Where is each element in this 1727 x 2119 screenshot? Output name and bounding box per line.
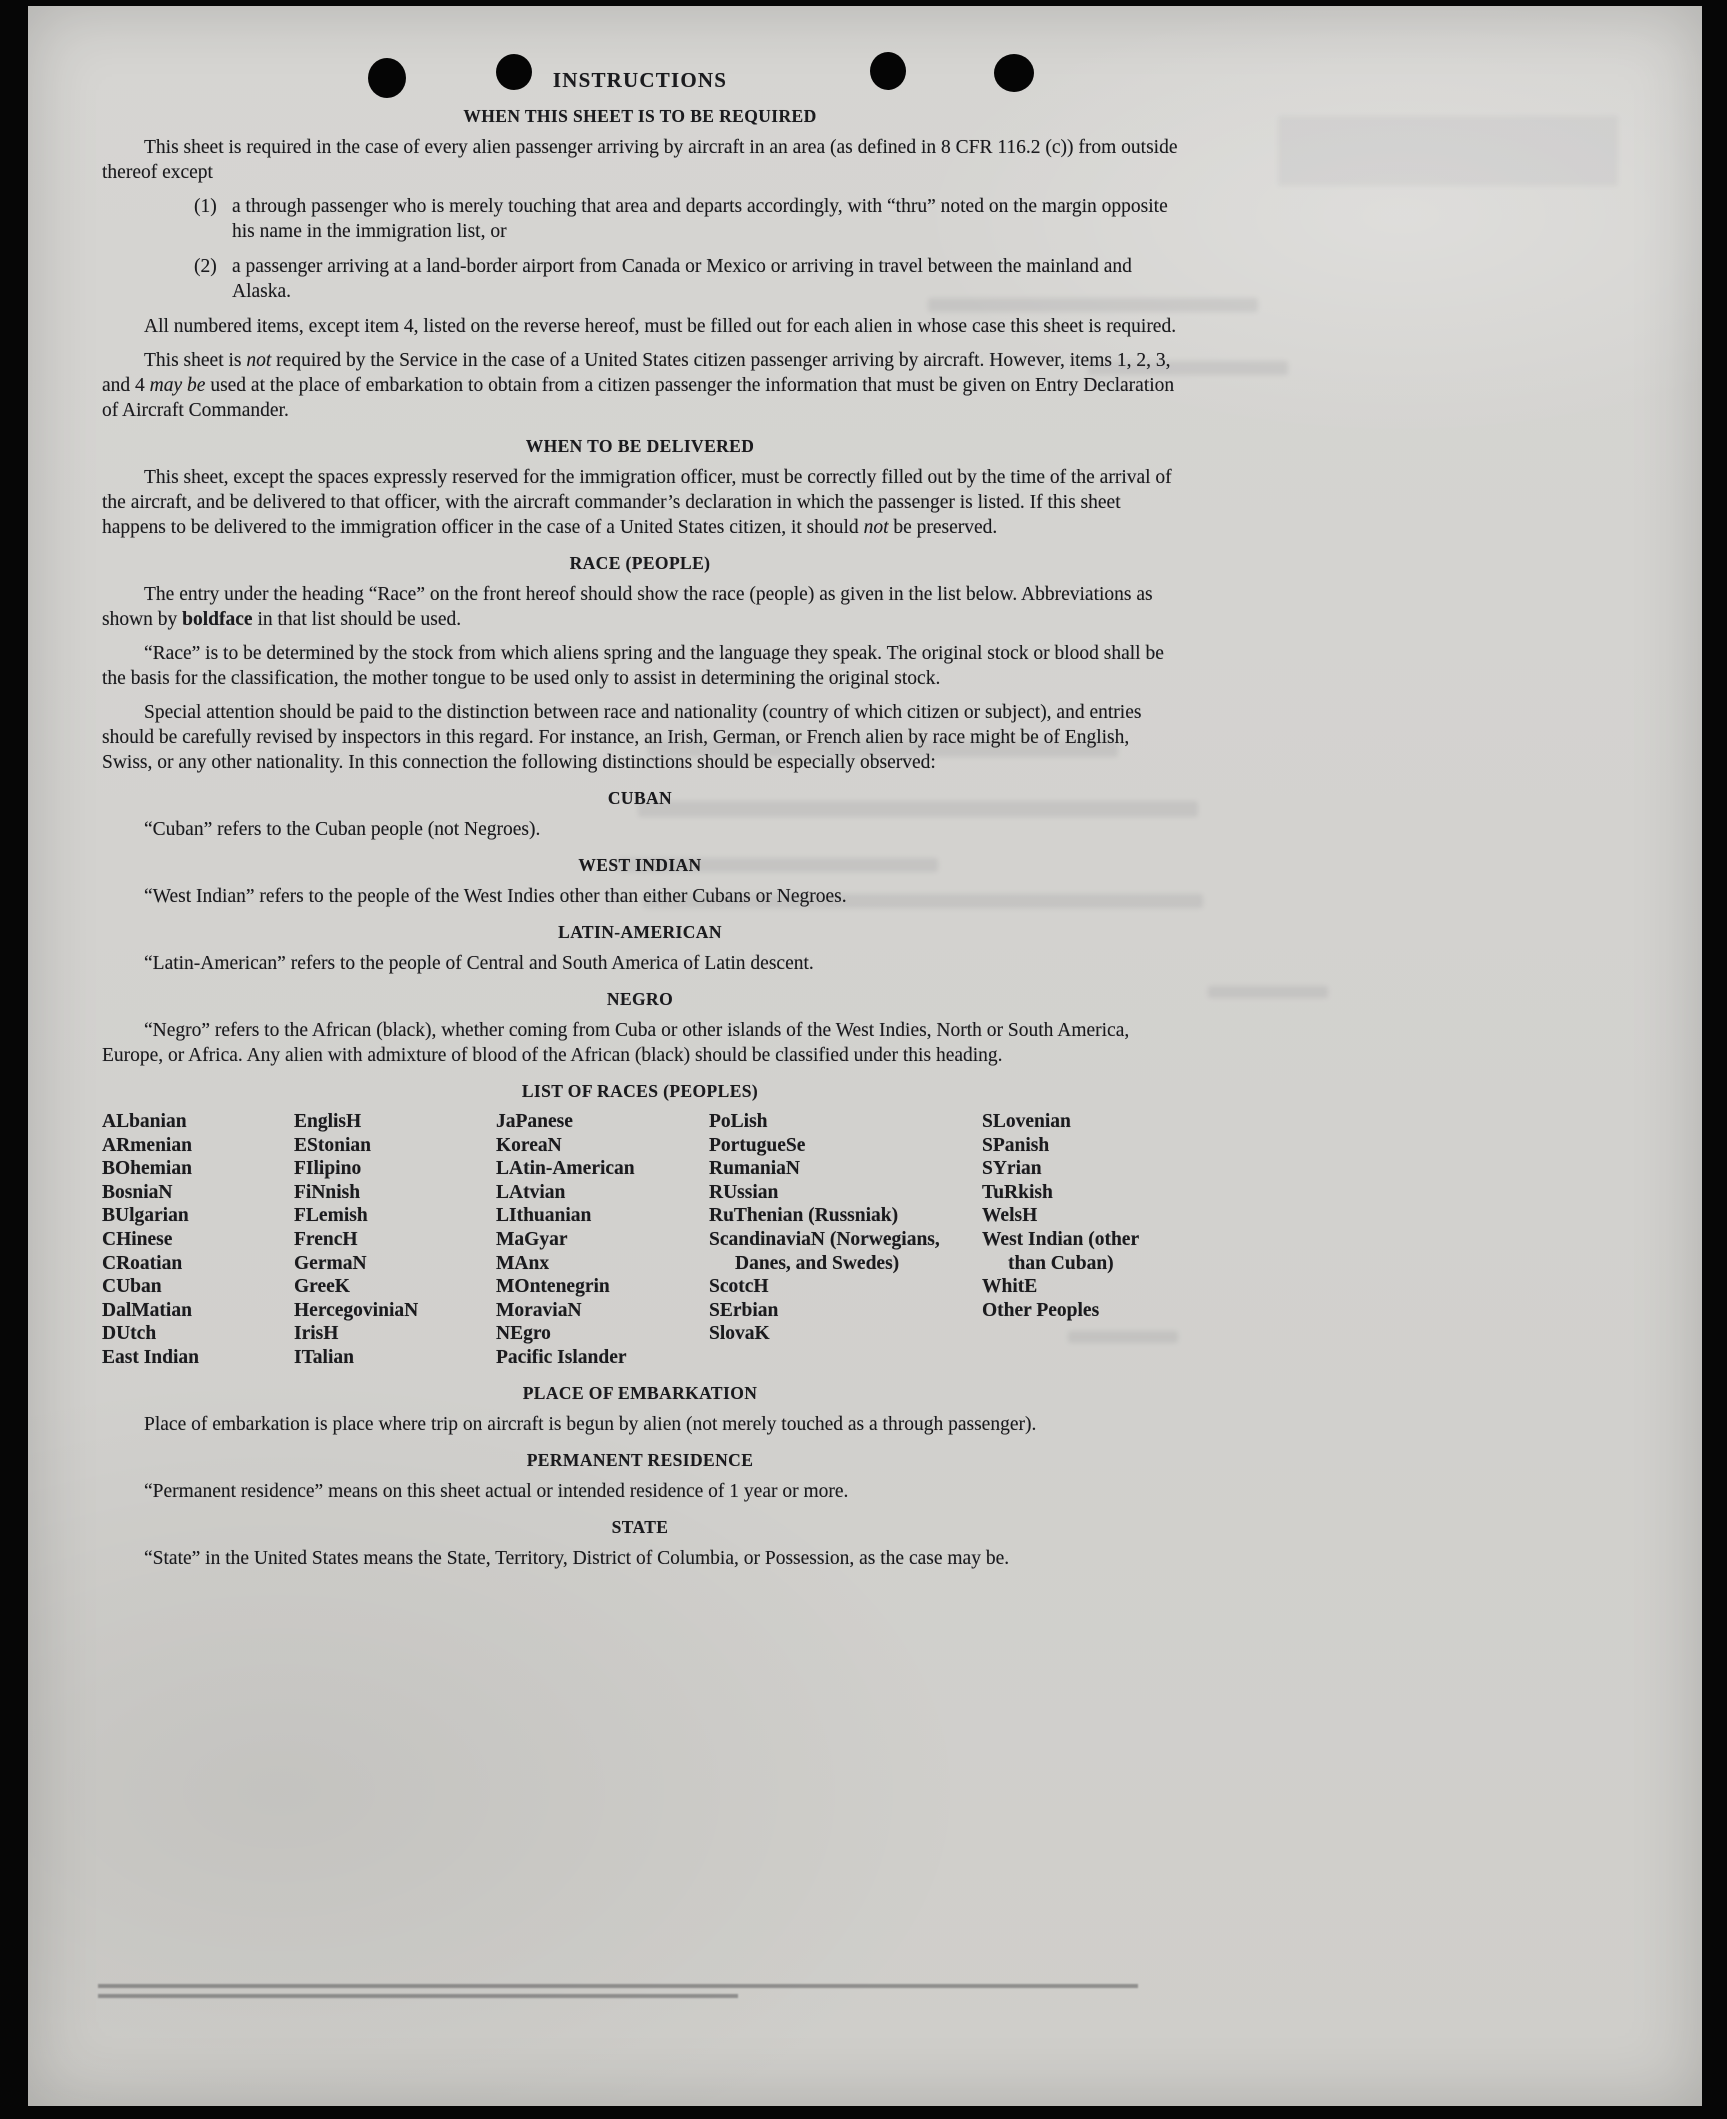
para-required-intro: This sheet is required in the case of every alien passenger arriving by aircraft in an area (as defined in 8 CFR 116.2 (c)) from outside thereof except	[102, 137, 1178, 183]
race-column	[102, 1110, 294, 1370]
race-entry: LAtvian	[496, 1181, 566, 1203]
text-segment-italic: not	[246, 350, 272, 371]
para-negro: “Negro” refers to the African (black), whether coming from Cuba or other islands of the West Indies, North or South America, Europe, or Africa. Any alien with admixture of blood of the African (black) should be classified under this heading.	[102, 1020, 1130, 1066]
heading-state: STATE	[611, 1516, 669, 1537]
race-entry: RUssian	[709, 1181, 779, 1203]
race-entry: WhitE	[982, 1276, 1038, 1298]
race-entry: West Indian (other than Cuban)	[982, 1228, 1139, 1274]
item-text: a through passenger who is merely touching that area and departs accordingly, with “thru” noted on the margin opposite his name in the immigration list, or	[232, 196, 1168, 242]
race-entry: CHinese	[102, 1228, 173, 1250]
race-entry: TuRkish	[982, 1181, 1053, 1203]
item-number: (2)	[194, 256, 217, 277]
para-not-required-citizen	[102, 348, 1178, 423]
race-column	[496, 1110, 709, 1370]
para-race-1	[102, 582, 1178, 632]
race-entry: EStonian	[294, 1134, 371, 1156]
heading-negro: NEGRO	[606, 989, 674, 1009]
text-segment: required by the Service in the case of a United States citizen passenger arriving by aircraft. However, items 1, 2, 3, and 4	[102, 350, 1171, 396]
fine-print-line	[98, 1984, 1138, 1988]
text-segment: used at the place of embarkation to obtain from a citizen passenger the information that must be given on Entry Declaration of Aircraft Commander.	[102, 375, 1175, 421]
race-entry: MAnx	[496, 1252, 550, 1274]
text-segment-italic: may be	[149, 375, 206, 396]
race-entry: RumaniaN	[709, 1158, 801, 1180]
race-entry: ALbanian	[102, 1111, 187, 1132]
paper-sheet	[28, 6, 1702, 2106]
text-segment: The entry under the heading “Race” on the front hereof should show the race (people) as given in the list below. Abbreviations as shown by	[102, 584, 1153, 630]
heading-cuban: CUBAN	[607, 788, 673, 808]
heading-when-required: WHEN THIS SHEET IS TO BE REQUIRED	[463, 106, 817, 126]
heading-place-of-embarkation: PLACE OF EMBARKATION	[522, 1382, 758, 1403]
race-entry: KoreaN	[496, 1134, 562, 1156]
race-entry: FLemish	[294, 1205, 368, 1227]
para-all-numbered-items: All numbered items, except item 4, listed on the reverse hereof, must be filled out for each alien in whose case this sheet is required.	[144, 316, 1177, 337]
race-column	[709, 1110, 982, 1370]
text-segment-bold: boldface	[182, 609, 253, 630]
race-entry: SLovenian	[982, 1111, 1071, 1132]
heading-race-people: RACE (PEOPLE)	[569, 553, 711, 573]
race-entry: FrencH	[294, 1228, 358, 1250]
numbered-item-2	[102, 254, 1178, 304]
race-entry: East Indian	[102, 1346, 200, 1368]
heading-when-delivered: WHEN TO BE DELIVERED	[525, 436, 755, 456]
race-entry: MaGyar	[496, 1228, 568, 1250]
race-entry: DUtch	[102, 1323, 157, 1345]
para-state: “State” in the United States means the State, Territory, District of Columbia, or Possession, as the case may be.	[144, 1547, 1010, 1569]
race-entry: SErbian	[709, 1299, 779, 1321]
para-residence: “Permanent residence” means on this sheet actual or intended residence of 1 year or more.	[144, 1480, 849, 1502]
race-entry: SYrian	[982, 1158, 1042, 1180]
race-column	[982, 1110, 1178, 1370]
item-text: a passenger arriving at a land-border airport from Canada or Mexico or arriving in travel between the mainland and Alaska.	[232, 256, 1132, 302]
heading-list-of-races: LIST OF RACES (PEOPLES)	[521, 1081, 759, 1101]
race-entry: CRoatian	[102, 1252, 183, 1274]
race-entry: DalMatian	[102, 1299, 192, 1321]
para-delivered	[102, 465, 1178, 540]
text-segment: be preserved.	[888, 517, 998, 538]
race-entry: ScotcH	[709, 1276, 769, 1298]
race-entry: GermaN	[294, 1252, 367, 1274]
para-race-3: Special attention should be paid to the distinction between race and nationality (country of which citizen or subject), and entries should be carefully revised by inspectors in this regard. For instance, an Irish, German, or French alien by race might be of English, Swiss, or any other nationality. In this connection the following distinctions should be especially observed:	[102, 702, 1142, 773]
fine-print-line	[98, 1994, 738, 1998]
race-entry: EnglisH	[294, 1111, 362, 1132]
text-segment-italic: not	[863, 517, 889, 538]
numbered-item-1	[102, 194, 1178, 244]
race-entry: SlovaK	[709, 1323, 770, 1345]
item-number: (1)	[194, 196, 217, 217]
race-entry: PortugueSe	[709, 1134, 806, 1156]
races-list	[102, 1110, 1178, 1370]
race-entry: LAtin-American	[496, 1158, 635, 1180]
para-race-2: “Race” is to be determined by the stock from which aliens spring and the language they speak. The original stock or blood shall be the basis for the classification, the mother tongue to be used only to assist in determining the original stock.	[102, 643, 1164, 689]
race-entry: JaPanese	[496, 1111, 573, 1132]
bleed-through-smudge	[1208, 986, 1328, 998]
race-entry: WelsH	[982, 1205, 1038, 1227]
doc-title: INSTRUCTIONS	[552, 68, 728, 92]
race-entry: HercegoviniaN	[294, 1299, 419, 1321]
race-entry: LIthuanian	[496, 1205, 592, 1227]
heading-west-indian: WEST INDIAN	[578, 855, 702, 875]
race-entry: CUban	[102, 1276, 162, 1298]
race-entry: SPanish	[982, 1134, 1050, 1156]
text-segment: in that list should be used.	[252, 609, 462, 630]
race-entry: RuThenian (Russniak)	[709, 1205, 899, 1227]
instructions-content	[102, 68, 1178, 1580]
race-entry: NEgro	[496, 1323, 551, 1345]
race-entry: MoraviaN	[496, 1299, 582, 1321]
race-entry: IrisH	[294, 1323, 339, 1345]
race-entry: ITalian	[294, 1346, 354, 1368]
para-west-indian: “West Indian” refers to the people of the West Indies other than either Cubans or Negroes.	[144, 886, 847, 907]
race-entry: FIlipino	[294, 1158, 362, 1180]
race-entry: MOntenegrin	[496, 1276, 610, 1298]
race-entry: ARmenian	[102, 1134, 192, 1156]
heading-permanent-residence: PERMANENT RESIDENCE	[526, 1449, 754, 1470]
heading-latin-american: LATIN-AMERICAN	[558, 922, 722, 942]
text-segment: This sheet is	[144, 350, 247, 371]
para-embarkation: Place of embarkation is place where trip on aircraft is begun by alien (not merely touched as a through passenger).	[144, 1413, 1037, 1435]
race-entry: Other Peoples	[982, 1299, 1100, 1321]
text-segment: This sheet, except the spaces expressly reserved for the immigration officer, must be correctly filled out by the time of the arrival of the aircraft, and be delivered to that officer, with the aircraft commander’s declaration in which the passenger is listed. If this sheet happens to be delivered to the immigration officer in the case of a United States citizen, it should	[102, 467, 1172, 538]
race-column	[294, 1110, 496, 1370]
race-entry: ScandinaviaN (Norwegians, Danes, and Swedes)	[709, 1228, 940, 1274]
race-entry: BUlgarian	[102, 1205, 189, 1227]
para-cuban: “Cuban” refers to the Cuban people (not Negroes).	[144, 819, 541, 840]
race-entry: Pacific Islander	[496, 1346, 627, 1368]
race-entry: BosniaN	[102, 1181, 173, 1203]
para-latin-american: “Latin-American” refers to the people of Central and South America of Latin descent.	[144, 953, 814, 974]
bleed-through-smudge	[1278, 116, 1618, 186]
race-entry: PoLish	[709, 1111, 768, 1132]
race-entry: GreeK	[294, 1276, 350, 1298]
race-entry: FiNnish	[294, 1181, 361, 1203]
race-entry: BOhemian	[102, 1158, 192, 1180]
